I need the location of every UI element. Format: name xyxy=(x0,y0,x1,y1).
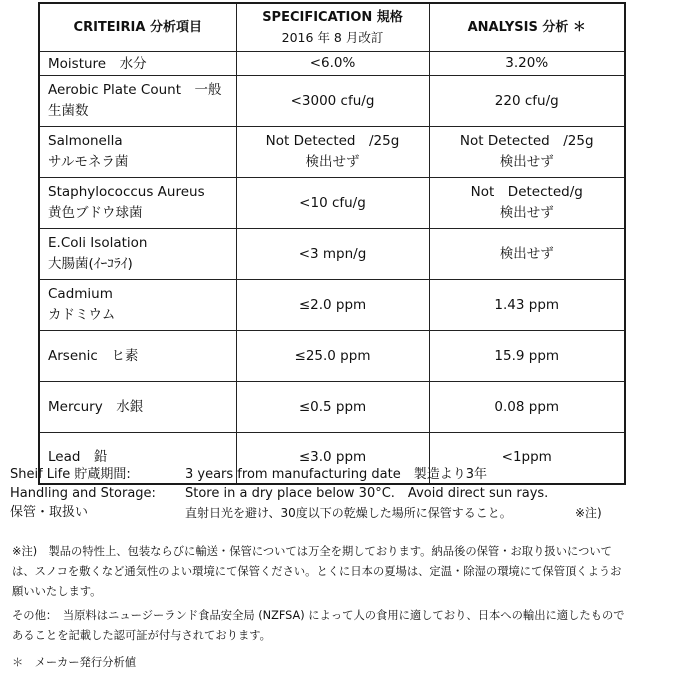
criteria-cell: Salmonella サルモネラ菌 xyxy=(39,127,236,178)
criteria-cell: Cadmium カドミウム xyxy=(39,280,236,331)
specification-cell: <3000 cfu/g xyxy=(236,76,429,127)
analysis-cell: Not Detected/g 検出せず xyxy=(429,178,625,229)
header-criteria: CRITEIRIA 分析項目 xyxy=(39,3,236,52)
analysis-table xyxy=(38,2,626,485)
analysis-cell: <1ppm xyxy=(429,433,625,484)
other-note-line: その他： 当原料はニュージーランド食品安全局 (NZFSA) によって人の食用に適しており、日本への輸出に適したもので xyxy=(12,609,625,622)
handling-note-line: 願いいたします。 xyxy=(12,585,102,598)
table-row xyxy=(39,178,625,229)
storage-value: Store in a dry place below 30°C. Avoid direct sun rays. xyxy=(185,486,549,501)
table-row xyxy=(39,280,625,331)
specification-cell: <3 mpn/g xyxy=(236,229,429,280)
header-row xyxy=(39,3,625,52)
analysis-cell: 3.20% xyxy=(429,52,625,76)
table-row xyxy=(39,382,625,433)
table-row xyxy=(39,127,625,178)
specification-cell: <10 cfu/g xyxy=(236,178,429,229)
criteria-cell: Aerobic Plate Count 一般 生菌数 xyxy=(39,76,236,127)
table-row xyxy=(39,76,625,127)
analysis-cell: Not Detected /25g 検出せず xyxy=(429,127,625,178)
analysis-cell: 15.9 ppm xyxy=(429,331,625,382)
specification-cell: Not Detected /25g 検出せず xyxy=(236,127,429,178)
specification-cell: ≤25.0 ppm xyxy=(236,331,429,382)
table-row xyxy=(39,229,625,280)
criteria-cell: Arsenic ヒ素 xyxy=(39,331,236,382)
criteria-cell: Mercury 水銀 xyxy=(39,382,236,433)
other-note-line: あることを記載した認可証が付与されております。 xyxy=(12,629,271,642)
header-analysis: ANALYSIS 分析 ＊ xyxy=(429,3,625,52)
footnote-text: ＊ メーカー発行分析値 xyxy=(12,656,137,669)
storage-label: Handling and Storage: xyxy=(10,486,156,501)
analysis-cell: 220 cfu/g xyxy=(429,76,625,127)
analysis-cell: 1.43 ppm xyxy=(429,280,625,331)
analysis-cell: 検出せず xyxy=(429,229,625,280)
specification-cell: <6.0% xyxy=(236,52,429,76)
table-row xyxy=(39,331,625,382)
handling-note-line: ※注) 製品の特性上、包装ならびに輸送・保管については万全を期しております。納品後の保管・お取り扱いについて xyxy=(12,545,612,558)
criteria-cell: Staphylococcus Aureus 黄色ブドウ球菌 xyxy=(39,178,236,229)
criteria-cell: Moisture 水分 xyxy=(39,52,236,76)
analysis-cell: 0.08 ppm xyxy=(429,382,625,433)
specification-cell: ≤2.0 ppm xyxy=(236,280,429,331)
footnote xyxy=(12,653,692,673)
specification-cell: ≤0.5 ppm xyxy=(236,382,429,433)
storage-value-jp: 直射日光を避け、30度以下の乾燥した場所に保管すること。 xyxy=(185,506,512,520)
shelf-life-value: 3 years from manufacturing date 製造より3年 xyxy=(185,467,487,482)
specification-cell: ≤3.0 ppm xyxy=(236,433,429,484)
shelf-life-label: Sheif Life 貯蔵期間: xyxy=(10,467,131,482)
table-row xyxy=(39,52,625,76)
handling-note xyxy=(12,542,692,602)
criteria-cell: Lead 鉛 xyxy=(39,433,236,484)
storage-label-jp: 保管・取扱い xyxy=(10,505,89,520)
other-note xyxy=(12,606,692,646)
criteria-cell: E.Coli Isolation 大腸菌(ｲｰｺﾗｲ) xyxy=(39,229,236,280)
header-specification: SPECIFICATION 規格 2016 年 8 月改訂 xyxy=(236,3,429,52)
storage-note-mark: ※注) xyxy=(575,506,602,520)
handling-note-line: は、スノコを敷くなど通気性のよい環境にて保管ください。とくに日本の夏場は、定温・除湿の環境にて保管頂くようお xyxy=(12,565,622,578)
storage-notes xyxy=(10,466,700,526)
